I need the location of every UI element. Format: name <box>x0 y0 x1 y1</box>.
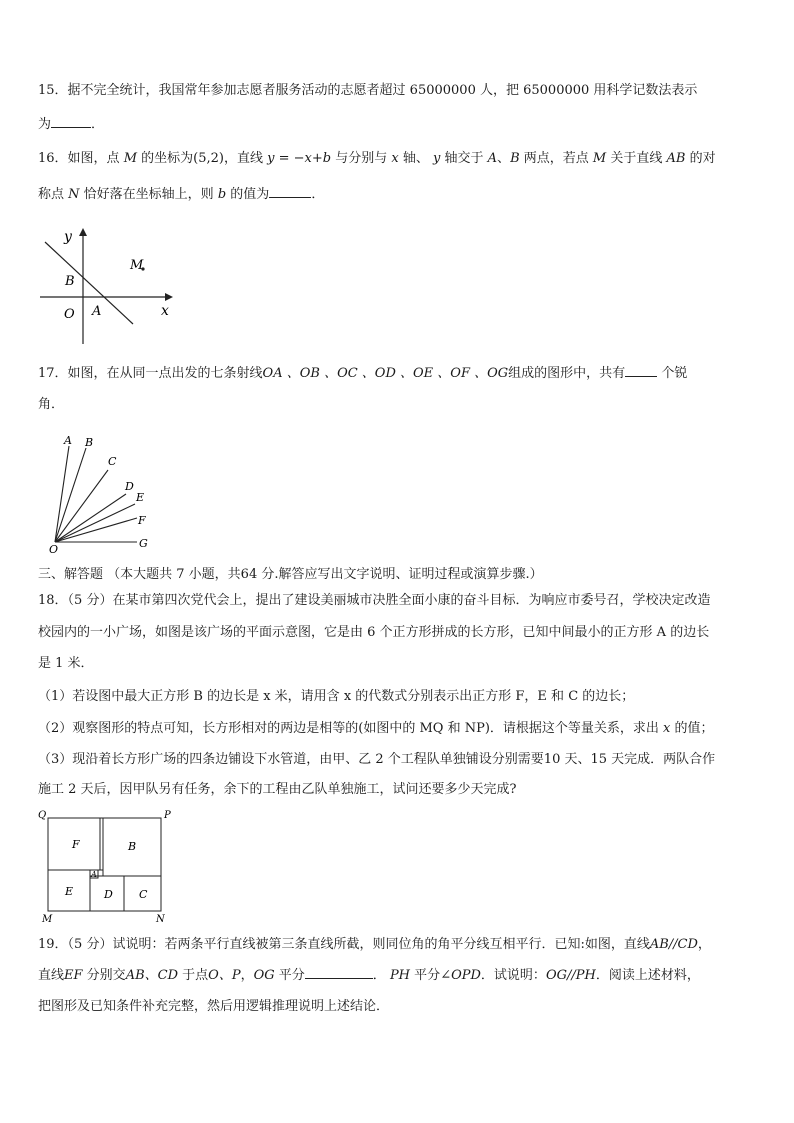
q19-line1 <box>38 936 760 954</box>
q16-var: AB <box>666 151 686 166</box>
label-n: N <box>156 914 165 925</box>
q19-var: PH <box>389 968 411 983</box>
q18-text: 的值； <box>674 721 714 736</box>
label-d: D <box>125 480 134 493</box>
label-m: M <box>42 914 53 925</box>
q16-text: 与分别与 <box>335 151 388 166</box>
q19-text: 于点 <box>182 968 209 983</box>
q16-var: N <box>68 187 80 202</box>
q19-var: AB//CD <box>649 937 698 952</box>
q17-answer-blank[interactable] <box>625 364 657 377</box>
q16-text: 的值为 <box>230 187 270 202</box>
label-c: C <box>108 455 117 468</box>
label-a: A <box>92 304 102 319</box>
q19-text: 平分 <box>414 968 441 983</box>
q16-line1 <box>38 150 760 168</box>
ray-oa <box>55 446 69 542</box>
q18-sub3-line1: （3）现沿着长方形广场的四条边铺设下水管道，由甲、乙 2 个工程队单独铺设分别需要10 天、15 天完成．两队合作 <box>38 752 716 767</box>
q16-var: y <box>433 151 441 166</box>
label-f: F <box>138 514 146 527</box>
q18-text: （2）观察图形的特点可知，长方形相对的两边是相等的(如图中的 MQ 和 NP)．请根据这个等量关系，求出 <box>38 721 659 736</box>
line-ab <box>45 242 133 324</box>
q16-line2 <box>38 185 760 204</box>
q16-text: 恰好落在坐标轴上，则 <box>83 187 214 202</box>
q15-line2 <box>38 115 760 134</box>
q18-var: x <box>663 721 671 736</box>
q18-sub1: （1）若设图中最大正方形 B 的边长是 x 米，请用含 x 的代数式分别表示出正方形 F，E 和 C 的边长； <box>38 689 635 704</box>
q16-text: 称点 <box>38 187 65 202</box>
label-c: C <box>139 888 148 901</box>
q16-text: 的对 <box>689 151 716 166</box>
ray-oe <box>55 504 135 542</box>
q17-line1 <box>38 364 760 383</box>
q19-var: ∠OPD <box>440 968 481 983</box>
q16-text: 16．如图，点 <box>38 151 120 166</box>
q19-var: OG <box>253 968 275 983</box>
label-b: B <box>85 436 94 449</box>
q15-line1: 15．据不完全统计，我国常年参加志愿者服务活动的志愿者超过 65000000 人，把 65000000 用科学记数法表示 <box>38 83 698 98</box>
q18-sub3-line2: 施工 2 天后，因甲队另有任务，余下的工程由乙队单独施工，试问还要多少天完成? <box>38 782 517 797</box>
label-e: E <box>136 491 145 504</box>
q15-text-post: ． <box>91 117 105 132</box>
y-axis-arrow-icon <box>79 228 87 236</box>
label-x: x <box>161 303 169 319</box>
q19-var: OG//PH <box>545 968 596 983</box>
q17-text: 组成的图形中，共有 <box>508 366 626 381</box>
label-f: F <box>72 838 80 851</box>
q16-figure <box>35 222 180 347</box>
ray-ob <box>55 448 86 542</box>
ray-of <box>55 518 137 542</box>
q16-var: M <box>592 151 607 166</box>
label-y: y <box>64 229 72 245</box>
q19-line2 <box>38 966 760 985</box>
q16-var: A <box>487 151 498 166</box>
q19-text: 分别交 <box>86 968 126 983</box>
q19-var: EF <box>64 968 83 983</box>
ray-oc <box>55 470 108 542</box>
q16-var: M <box>123 151 137 166</box>
q17-rays: OA 、OB 、OC 、OD 、OE 、OF 、OG <box>262 366 509 381</box>
q16-text: ． <box>311 187 325 202</box>
label-p: P <box>164 810 171 821</box>
label-a: A <box>64 434 72 447</box>
q16-text: 轴交于 <box>444 151 484 166</box>
q18-line3: 是 1 米． <box>38 656 94 671</box>
q19-text: ． <box>372 968 386 983</box>
q18-figure <box>36 806 176 926</box>
label-m: M <box>130 258 144 273</box>
label-b: B <box>65 274 75 289</box>
q19-answer-blank[interactable] <box>305 966 373 979</box>
label-d: D <box>104 888 113 901</box>
label-e: E <box>65 885 74 898</box>
section-heading: 三、解答题 （本大题共 7 小题，共64 分.解答应写出文字说明、证明过程或演算步骤.） <box>38 567 543 582</box>
q16-equation: y = −x+b <box>267 151 332 166</box>
q16-var: x <box>391 151 399 166</box>
label-b: B <box>128 840 137 853</box>
q15-text-pre: 为 <box>38 117 52 132</box>
q16-answer-blank[interactable] <box>269 185 311 198</box>
q18-line2: 校园内的一小广场，如图是该广场的平面示意图，它是由 6 个正方形拼成的长方形，已知中间最小的正方形 A 的边长 <box>38 625 710 640</box>
q17-figure <box>45 430 160 555</box>
q16-text: 轴、 <box>402 151 429 166</box>
ray-od <box>55 494 126 542</box>
q19-text: ．阅读上述材料， <box>595 968 700 983</box>
q16-var: B <box>510 151 520 166</box>
q19-text: 19．（5 分）试说明：若两条平行直线被第三条直线所截，则同位角的角平分线互相平行．已知:如图，直线 <box>38 937 650 952</box>
q17-line2: 角． <box>38 397 65 412</box>
q16-text: 的坐标为(5,2)，直线 <box>141 151 263 166</box>
label-o: O <box>49 543 59 555</box>
q18-line1: 18．（5 分）在某市第四次党代会上，提出了建设美丽城市决胜全面小康的奋斗目标．为响应市委号召，学校决定改造 <box>38 593 711 608</box>
q19-text: ．试说明： <box>480 968 546 983</box>
label-q: Q <box>38 810 47 821</box>
q16-var: b <box>217 187 227 202</box>
q19-line3: 把图形及已知条件补充完整，然后用逻辑推理说明上述结论． <box>38 999 390 1014</box>
q18-sub2 <box>38 720 760 738</box>
x-axis-arrow-icon <box>165 293 173 301</box>
label-o: O <box>64 307 75 322</box>
q16-text: 两点，若点 <box>523 151 589 166</box>
q19-text: 平分 <box>278 968 305 983</box>
q19-text: ， <box>697 937 711 952</box>
q19-var: O、P <box>208 968 241 983</box>
label-g: G <box>139 537 148 550</box>
label-a: A <box>91 870 97 879</box>
q17-text: 17．如图，在从同一点出发的七条射线 <box>38 366 263 381</box>
q15-answer-blank[interactable] <box>51 115 91 128</box>
q19-text: 直线 <box>38 968 65 983</box>
q19-var: AB、CD <box>125 968 178 983</box>
q16-text: 关于直线 <box>610 151 663 166</box>
q17-text: 个锐 <box>661 366 688 381</box>
q19-text: ， <box>240 968 254 983</box>
q16-text: 、 <box>497 151 511 166</box>
